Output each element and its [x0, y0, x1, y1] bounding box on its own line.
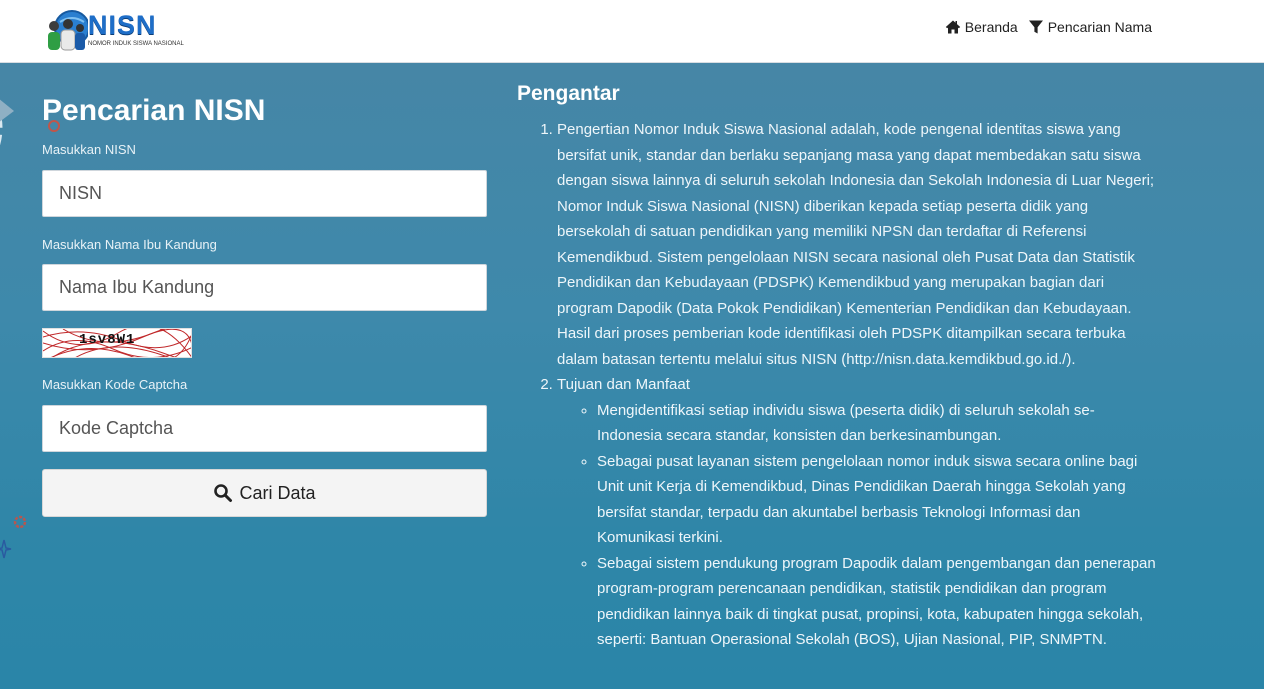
- ring-decoration: [12, 514, 28, 530]
- intro-item-text: Pengertian Nomor Induk Siswa Nasional adalah, kode pengenal identitas siswa yang bersifat unik, standar dan berlaku sepanjang masa yang dapat membedakan satu siswa dengan siswa lainnya di seluruh sekolah Indonesia dan Sekolah Indonesia di Luar Negeri; Nomor Induk Siswa Nasional (NISN) diberikan kepada setiap peserta didik yang bersekolah di satuan pendidikan yang memiliki NPSN dan terdaftar di Referensi Kemendikbud. Sistem pengelolaan NISN secara nasional oleh Pusat Data dan Statistik Pendidikan dan Kebudayaan (PDSPK) Kemendikbud yang merupakan bagian dari program Dapodik (Data Pokok Pendidikan) Kementerian Pendidikan dan Kebudayaan. Hasil dari proses pemberian kode identifikasi oleh PDSPK ditampilkan secara terbuka dalam batasan tertentu melalui situs NISN (http://nisn.data.kemdikbud.go.id./).: [557, 121, 1155, 368]
- intro-title: Pengantar: [517, 82, 620, 105]
- nisn-label: Masukkan NISN: [42, 142, 136, 157]
- intro-subitem: ◦ Mengidentifikasi setiap individu siswa (peserta didik) di seluruh sekolah se-Indonesia secara standar, konsisten dan berkesinambungan.: [597, 398, 1157, 449]
- form-title: Pencarian NISN: [42, 94, 266, 127]
- nav-link-pencarian-nama[interactable]: [1028, 19, 1152, 35]
- intro-list: [517, 117, 1157, 653]
- intro-section: [517, 80, 1157, 653]
- captcha-code-text: 1sv8W1: [79, 332, 136, 348]
- search-icon: [213, 483, 233, 503]
- star-decoration: [0, 539, 12, 559]
- intro-item: [557, 117, 1157, 372]
- nav-links: [945, 19, 1152, 35]
- student-figures-icon: [42, 6, 88, 54]
- search-button[interactable]: [42, 469, 487, 517]
- nisn-input[interactable]: [42, 170, 487, 217]
- logo-subtitle: NOMOR INDUK SISWA NASIONAL: [88, 41, 184, 47]
- intro-item-text: Tujuan dan Manfaat: [557, 376, 690, 393]
- hero-section: [0, 63, 1264, 689]
- nav-link-label: Pencarian Nama: [1047, 19, 1152, 35]
- mother-name-label: Masukkan Nama Ibu Kandung: [42, 237, 217, 252]
- nisn-logo[interactable]: [42, 6, 184, 54]
- top-navbar: [0, 0, 1264, 63]
- intro-subitem: ◦ Sebagai sistem pendukung program Dapodik dalam pengembangan dan penerapan program-program perencanaan pendidikan, statistik pendidikan dan program pendidikan lainnya baik di tingkat pusat, propinsi, kota, kabupaten hingga sekolah, seperti: Bantuan Operasional Sekolah (BOS), Ujian Nasional, PIP, SNMPTN.: [597, 551, 1157, 653]
- logo-title: NISN: [88, 10, 157, 40]
- captcha-label: Masukkan Kode Captcha: [42, 377, 188, 392]
- nav-link-beranda[interactable]: [945, 19, 1018, 35]
- intro-item: [557, 372, 1157, 653]
- intro-sublist: [557, 398, 1157, 653]
- search-button-label: Cari Data: [239, 482, 316, 503]
- home-icon: [945, 19, 961, 35]
- captcha-input[interactable]: [42, 405, 487, 452]
- filter-icon: [1028, 19, 1044, 35]
- captcha-image: [42, 328, 192, 358]
- mother-name-input[interactable]: [42, 264, 487, 311]
- dashed-circle-decoration: [0, 63, 40, 203]
- nav-link-label: Beranda: [964, 19, 1018, 35]
- intro-subitem: ◦ Sebagai pusat layanan sistem pengelolaan nomor induk siswa secara online bagi Unit unit Kerja di Kemendikbud, Dinas Pendidikan Daerah hingga Sekolah yang bersifat standar, terpadu dan akuntabel berbasis Teknologi Informasi dan Komunikasi terkini.: [597, 449, 1157, 551]
